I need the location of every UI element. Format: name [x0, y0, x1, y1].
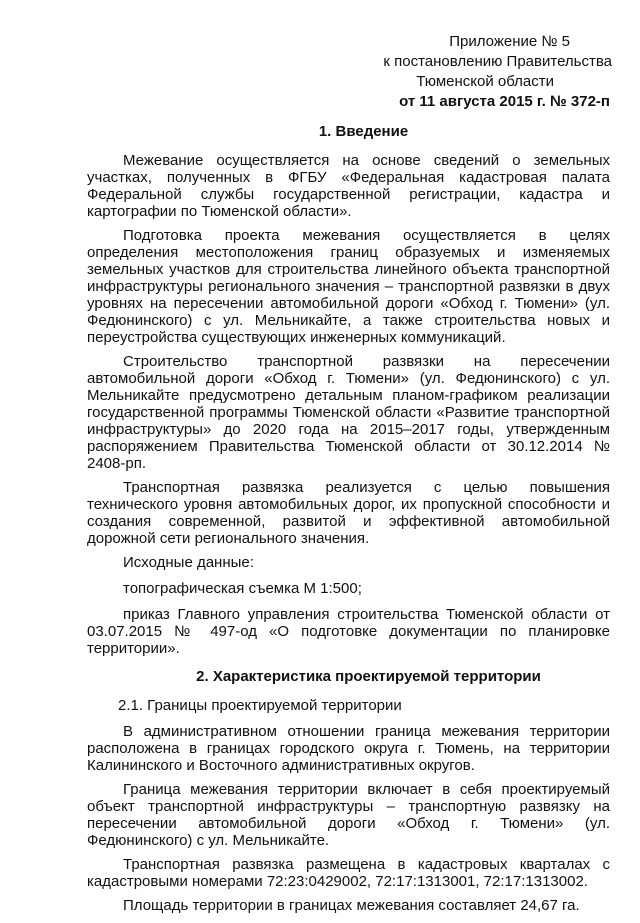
- appendix-region: Тюменской области: [416, 73, 554, 90]
- section-2-subtitle: 2.1. Границы проектируемой территории: [118, 697, 402, 714]
- source-data-label: Исходные данные:: [123, 554, 254, 571]
- appendix-number: Приложение № 5: [449, 33, 570, 50]
- section-2-title: 2. Характеристика проектируемой территории: [196, 668, 541, 685]
- section-1-paragraph: Межевание осуществляется на основе сведений о земельных участках, полученных в ФГБУ «Федеральная кадастровая палата Федеральной службы государственной регистрации, кадастра и картографии по Тюменской области».: [87, 152, 610, 220]
- appendix-header: [383, 32, 612, 112]
- source-data-item: топографическая съемка М 1:500;: [123, 580, 362, 597]
- source-data-item: приказ Главного управления строительства Тюменской области от 03.07.2015 № 497-од «О подготовке документации по планировке территории».: [87, 606, 610, 657]
- document-body: [87, 122, 610, 923]
- section-2-paragraph: Площадь территории в границах межевания составляет 24,67 га.: [123, 897, 580, 914]
- section-2-paragraph: Транспортная развязка размещена в кадастровых кварталах с кадастровыми номерами 72:23:0429002, 72:17:1313001, 72:17:1313002.: [87, 856, 610, 890]
- appendix-date-number: от 11 августа 2015 г. № 372-п: [399, 93, 610, 110]
- section-2-paragraph: В административном отношении граница межевания территории расположена в границах городского округа г. Тюмень, на территории Калининского и Восточного административных округов.: [87, 723, 610, 774]
- section-2-paragraph: Граница межевания территории включает в себя проектируемый объект транспортной инфраструктуры – транспортную развязку на пересечении автомобильной дороги «Обход г. Тюмени» (ул. Федюнинского) с ул. Мельникайте.: [87, 781, 610, 849]
- section-1-paragraph: Транспортная развязка реализуется с целью повышения технического уровня автомобильных дорог, их пропускной способности и создания современной, развитой и эффективной автомобильной дорожной сети регионального значения.: [87, 479, 610, 547]
- appendix-resolution: к постановлению Правительства: [383, 53, 612, 70]
- section-1-paragraph: Подготовка проекта межевания осуществляется в целях определения местоположения границ образуемых и изменяемых земельных участков для строительства линейного объекта транспортной инфраструктуры регионального значения – транспортной развязки в двух уровнях на пересечении автомобильной дороги «Обход г. Тюмени» (ул. Федюнинского) с ул. Мельникайте, а также строительства новых и переустройства существующих инженерных коммуникаций.: [87, 227, 610, 346]
- section-1-paragraph: Строительство транспортной развязки на пересечении автомобильной дороги «Обход г. Тюмени» (ул. Федюнинского) с ул. Мельникайте предусмотрено детальным планом-графиком реализации государственной программы Тюменской области «Развитие транспортной инфраструктуры» до 2020 года на 2015–2017 годы, утвержденным распоряжением Правительства Тюменской области от 30.12.2014 № 2408-рп.: [87, 353, 610, 472]
- section-1-title: 1. Введение: [318, 123, 409, 140]
